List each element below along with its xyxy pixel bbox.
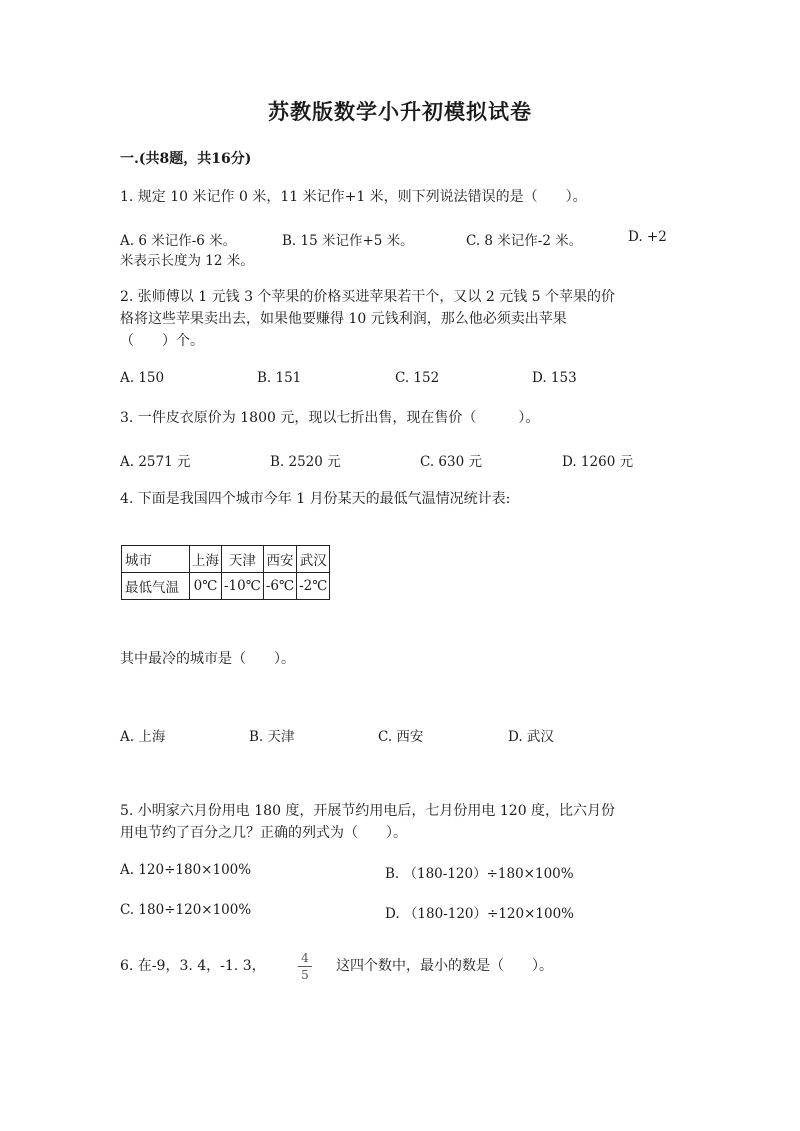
question-3-stem: 3. 一件皮衣原价为 1800 元，现以七折出售，现在售价（ ）。 bbox=[120, 410, 540, 426]
question-4-option-a: A. 上海 bbox=[120, 729, 166, 745]
question-4-stem: 4. 下面是我国四个城市今年 1 月份某天的最低气温情况统计表: bbox=[120, 491, 511, 507]
question-1-option-a: A. 6 米记作-6 米。 bbox=[120, 233, 237, 249]
question-4-option-d: D. 武汉 bbox=[508, 729, 554, 745]
question-5-option-a: A. 120÷180×100% bbox=[120, 862, 252, 878]
question-5-line-2: 用电节约了百分之几？正确的列式为（ ）。 bbox=[120, 825, 407, 841]
fraction-four-fifths bbox=[298, 951, 312, 982]
table-cell: -2℃ bbox=[297, 573, 330, 600]
question-5-option-c: C. 180÷120×100% bbox=[120, 902, 252, 918]
question-6-suffix: 这四个数中，最小的数是（ ）。 bbox=[336, 958, 553, 974]
question-4-prompt: 其中最冷的城市是（ ）。 bbox=[120, 651, 295, 667]
question-2-option-c: C. 152 bbox=[395, 370, 440, 386]
fraction-denominator: 5 bbox=[301, 968, 309, 982]
question-2-line-3: （ ）个。 bbox=[120, 333, 204, 349]
question-5-option-b: B. （180-120）÷180×100% bbox=[385, 866, 574, 882]
question-5-option-d: D. （180-120）÷120×100% bbox=[385, 906, 575, 922]
table-row bbox=[122, 546, 330, 573]
question-5-line-1: 5. 小明家六月份用电 180 度，开展节约用电后，七月份用电 120 度，比六月份 bbox=[120, 803, 616, 819]
table-cell: -10℃ bbox=[222, 573, 264, 600]
question-2-line-1: 2. 张师傅以 1 元钱 3 个苹果的价格买进苹果若干个，又以 2 元钱 5 个苹果的价 bbox=[120, 289, 616, 305]
question-3-option-b: B. 2520 元 bbox=[270, 454, 341, 470]
question-2-option-b: B. 151 bbox=[257, 370, 302, 386]
table-header-cell: 西安 bbox=[263, 546, 296, 573]
question-3-option-d: D. 1260 元 bbox=[562, 454, 634, 470]
table-cell: 0℃ bbox=[190, 573, 222, 600]
table-cell: 最低气温 bbox=[122, 573, 190, 600]
table-cell: -6℃ bbox=[263, 573, 296, 600]
table-row bbox=[122, 573, 330, 600]
question-2-option-d: D. 153 bbox=[532, 370, 577, 386]
exam-title: 苏教版数学小升初模拟试卷 bbox=[268, 99, 532, 124]
question-1-option-d: D. +2 bbox=[628, 229, 667, 245]
table-header-cell: 天津 bbox=[222, 546, 264, 573]
table-header-cell: 上海 bbox=[190, 546, 222, 573]
question-1-stem: 1. 规定 10 米记作 0 米，11 米记作+1 米，则下列说法错误的是（ ）。 bbox=[120, 189, 587, 205]
temperature-table bbox=[121, 545, 330, 600]
question-4-option-c: C. 西安 bbox=[378, 729, 424, 745]
question-1-option-d-cont: 米表示长度为 12 米。 bbox=[120, 253, 254, 269]
table-header-cell: 城市 bbox=[122, 546, 190, 573]
fraction-numerator: 4 bbox=[301, 951, 309, 965]
table-header-cell: 武汉 bbox=[297, 546, 330, 573]
section-heading: 一.(共8题，共16分) bbox=[120, 151, 252, 167]
question-1-option-c: C. 8 米记作-2 米。 bbox=[466, 233, 583, 249]
question-2-line-2: 格将这些苹果卖出去，如果他要赚得 10 元钱利润，那么他必须卖出苹果 bbox=[120, 311, 567, 327]
question-3-option-c: C. 630 元 bbox=[420, 454, 482, 470]
question-2-option-a: A. 150 bbox=[120, 370, 165, 386]
fraction-bar bbox=[298, 966, 312, 967]
question-1-option-b: B. 15 米记作+5 米。 bbox=[282, 233, 414, 249]
question-6-prefix: 6. 在-9，3. 4，-1. 3， bbox=[120, 958, 266, 974]
question-4-option-b: B. 天津 bbox=[249, 729, 295, 745]
question-3-option-a: A. 2571 元 bbox=[120, 454, 191, 470]
